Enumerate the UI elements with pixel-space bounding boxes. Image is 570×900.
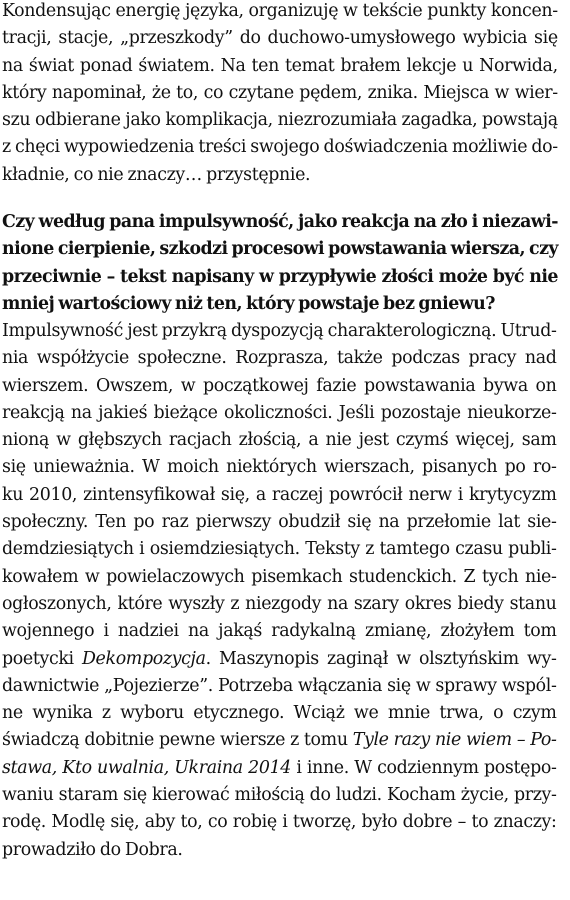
text-line: ogłoszonych, które wyszły z niezgody na szary okres biedy stanu bbox=[2, 593, 557, 614]
text-segment: i inne. W codziennym postępo- bbox=[291, 757, 557, 778]
text-line: nioną w głębszych racjach złością, a nie jest czymś więcej, sam bbox=[2, 430, 557, 451]
text-line: kładnie, co nie znaczy… przystępnie. bbox=[2, 164, 311, 185]
text-line bbox=[2, 646, 557, 673]
intro-paragraph bbox=[2, 0, 558, 189]
text-line: z chęci wypowiedzenia treści swojego doświadczenia możliwie do- bbox=[2, 137, 558, 158]
text-line: ne wynika z wyboru etycznego. Wciąż we mnie trwa, o czym bbox=[2, 703, 557, 724]
text-line: demdziesiątych i osiemdziesiątych. Teksty z tamtego czasu publi- bbox=[2, 539, 557, 560]
question-line: przeciwnie – tekst napisany w przypływie złości może być nie bbox=[2, 266, 558, 287]
text-line: reakcją na jakieś bieżące okoliczności. Jeśli pozostaje nieukorze- bbox=[2, 402, 557, 423]
text-line bbox=[2, 727, 557, 754]
text-segment: świadczą dobitnie pewne wiersze z tomu bbox=[2, 730, 353, 751]
text-segment: . Maszynopis zaginął w olsztyńskim wy- bbox=[205, 648, 557, 669]
text-line: się unieważnia. W moich niektórych wierszach, pisanych po ro- bbox=[2, 457, 557, 478]
text-line: który napominał, że to, co czytane pędem, znika. Miejsca w wier- bbox=[2, 82, 558, 103]
text-line: prowadziło do Dobra. bbox=[2, 839, 183, 860]
book-title: Dekompozycja bbox=[81, 648, 206, 669]
text-line: na świat ponad światem. Na ten temat brałem lekcje u Norwida, bbox=[2, 55, 558, 76]
book-title: Tyle razy nie wiem – Po- bbox=[352, 730, 557, 751]
text-line bbox=[2, 755, 557, 782]
interview-question bbox=[2, 209, 558, 318]
question-line: Czy według pana impulsywność, jako reakcja na zło i niezawi- bbox=[2, 212, 558, 232]
text-line: społeczny. Ten po raz pierwszy obudził się na przełomie lat sie- bbox=[2, 512, 557, 533]
text-line: nia współżycie społeczne. Rozprasza, także podczas pracy nad bbox=[2, 348, 557, 369]
question-line: nione cierpienie, szkodzi procesowi powstawania wiersza, czy bbox=[2, 239, 558, 260]
text-line: rodę. Modlę się, aby to, co robię i tworzę, było dobre – to znaczy: bbox=[2, 812, 557, 833]
text-line: tracji, stacje, „przeszkody” do duchowo-umysłowego wybicia się bbox=[2, 28, 558, 49]
text-line: Kondensując energię języka, organizuję w tekście punkty koncen- bbox=[2, 1, 558, 21]
text-line: szu odbierane jako komplikacja, niezrozumiała zagadka, powstają bbox=[2, 110, 558, 131]
text-line: kowałem w powielaczowych pisemkach studenckich. Z tych nie- bbox=[2, 566, 557, 587]
text-line: ku 2010, zintensyfikował się, a raczej powrócił nerw i krytycyzm bbox=[2, 484, 557, 505]
question-line: mniej wartościowy niż ten, który powstaje bez gniewu? bbox=[2, 293, 495, 314]
text-line: waniu staram się kierować miłością do ludzi. Kocham życie, przy- bbox=[2, 785, 557, 806]
text-line: wierszem. Owszem, w początkowej fazie powstawania bywa on bbox=[2, 375, 557, 396]
text-segment: poetycki bbox=[2, 648, 82, 669]
text-line: wojennego i nadziei na jakąś radykalną zmianę, złożyłem tom bbox=[2, 621, 557, 642]
book-title: stawa, Kto uwalnia, Ukraina 2014 bbox=[2, 757, 291, 778]
text-line: Impulsywność jest przykrą dyspozycją charakterologiczną. Utrud- bbox=[2, 321, 557, 341]
text-line: dawnictwie „Pojezierze”. Potrzeba włączania się w sprawy wspól- bbox=[2, 675, 557, 696]
answer-paragraph bbox=[2, 318, 557, 864]
